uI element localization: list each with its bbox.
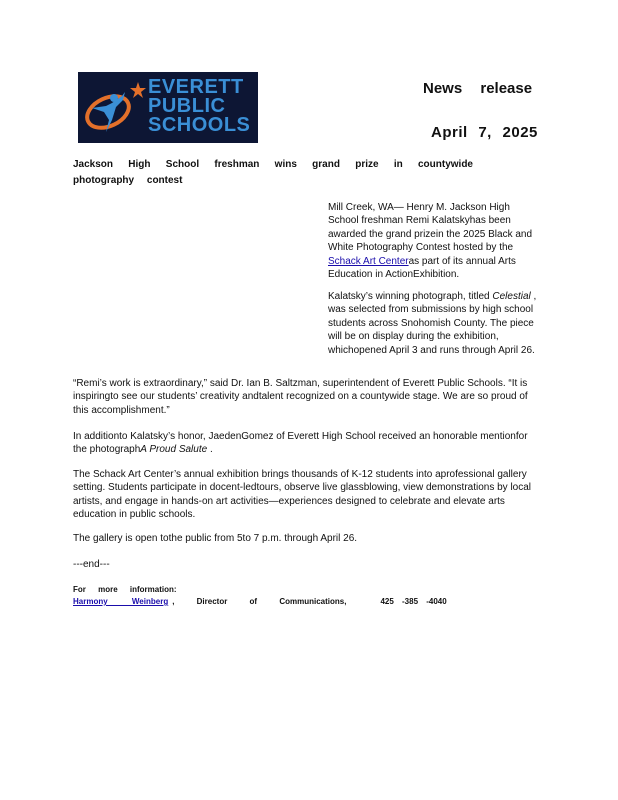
contact-heading: For more information:	[73, 585, 177, 594]
body-paragraph-2	[328, 290, 540, 357]
p4-text-b: .	[207, 444, 213, 456]
contact-name-link[interactable]: Harmony Weinberg	[73, 597, 169, 606]
photo-title-proud-salute: A Proud Salute	[140, 444, 208, 456]
body-paragraph-4	[73, 430, 543, 457]
body-paragraph-6: The gallery is open tothe public from 5to 7 p.m. through April 26.	[73, 533, 358, 544]
logo-figure-icon	[78, 72, 148, 143]
body-paragraph-3: “Remi’s work is extraordinary,” said Dr. Ian B. Saltzman, superintendent of Everett Public Schools. “It is inspiringto see our students’ creativity andtalent recognized on a countywide stage. We are so proud of this accomplishment.”	[73, 378, 528, 416]
p4-text-a: In additionto Kalatsky’s honor, JaedenGomez of Everett High School received an honorable mentionfor the photograph	[73, 431, 528, 456]
end-marker: ---end---	[73, 559, 110, 570]
district-logo	[78, 72, 258, 143]
p2-text-a: Kalatsky’s winning photograph, titled	[328, 291, 493, 302]
p1-text-a: Mill Creek, WA— Henry M. Jackson High School freshman Remi Kalatskyhas been awarded the grand prizein the 2025 Black and White Photography Contest hosted by the	[328, 202, 533, 254]
schack-art-center-link[interactable]: Schack Art Center	[328, 255, 409, 267]
logo-wordmark	[148, 78, 256, 135]
contact-block	[73, 584, 447, 608]
release-date: April 7, 2025	[431, 124, 538, 141]
p2-text-b: , was selected from submissions by high school students across Snohomish County. The piece will be on display during the exhibition, whichopened April 3 and runs through April 26.	[328, 291, 537, 356]
p1-text-b: as part of its annual Arts Education in ActionExhibition.	[328, 255, 516, 281]
news-release-label: News release	[423, 80, 533, 97]
contact-title: , Director of Communications,	[172, 597, 347, 606]
photo-title-celestial: Celestial	[492, 291, 531, 302]
headline: Jackson High School freshman wins grand prize in countywide photography contest	[73, 159, 473, 186]
contact-phone: 425 -385 -4040	[380, 597, 447, 606]
contact-line	[73, 596, 447, 608]
logo-line-3: SCHOOLS	[148, 114, 251, 136]
body-paragraph-1	[328, 201, 540, 281]
body-paragraph-5: The Schack Art Center’s annual exhibition brings thousands of K-12 students into aprofessional gallery setting. Students participate in docent-ledtours, observe live glassblowing, view demonstrations by local artists, and engage in hands-on art activities—experiences designed to celebrate and elevate arts education in public schools.	[73, 469, 532, 521]
logo-line-2: PUBLIC	[148, 95, 226, 117]
logo-line-1: EVERETT	[148, 76, 244, 98]
